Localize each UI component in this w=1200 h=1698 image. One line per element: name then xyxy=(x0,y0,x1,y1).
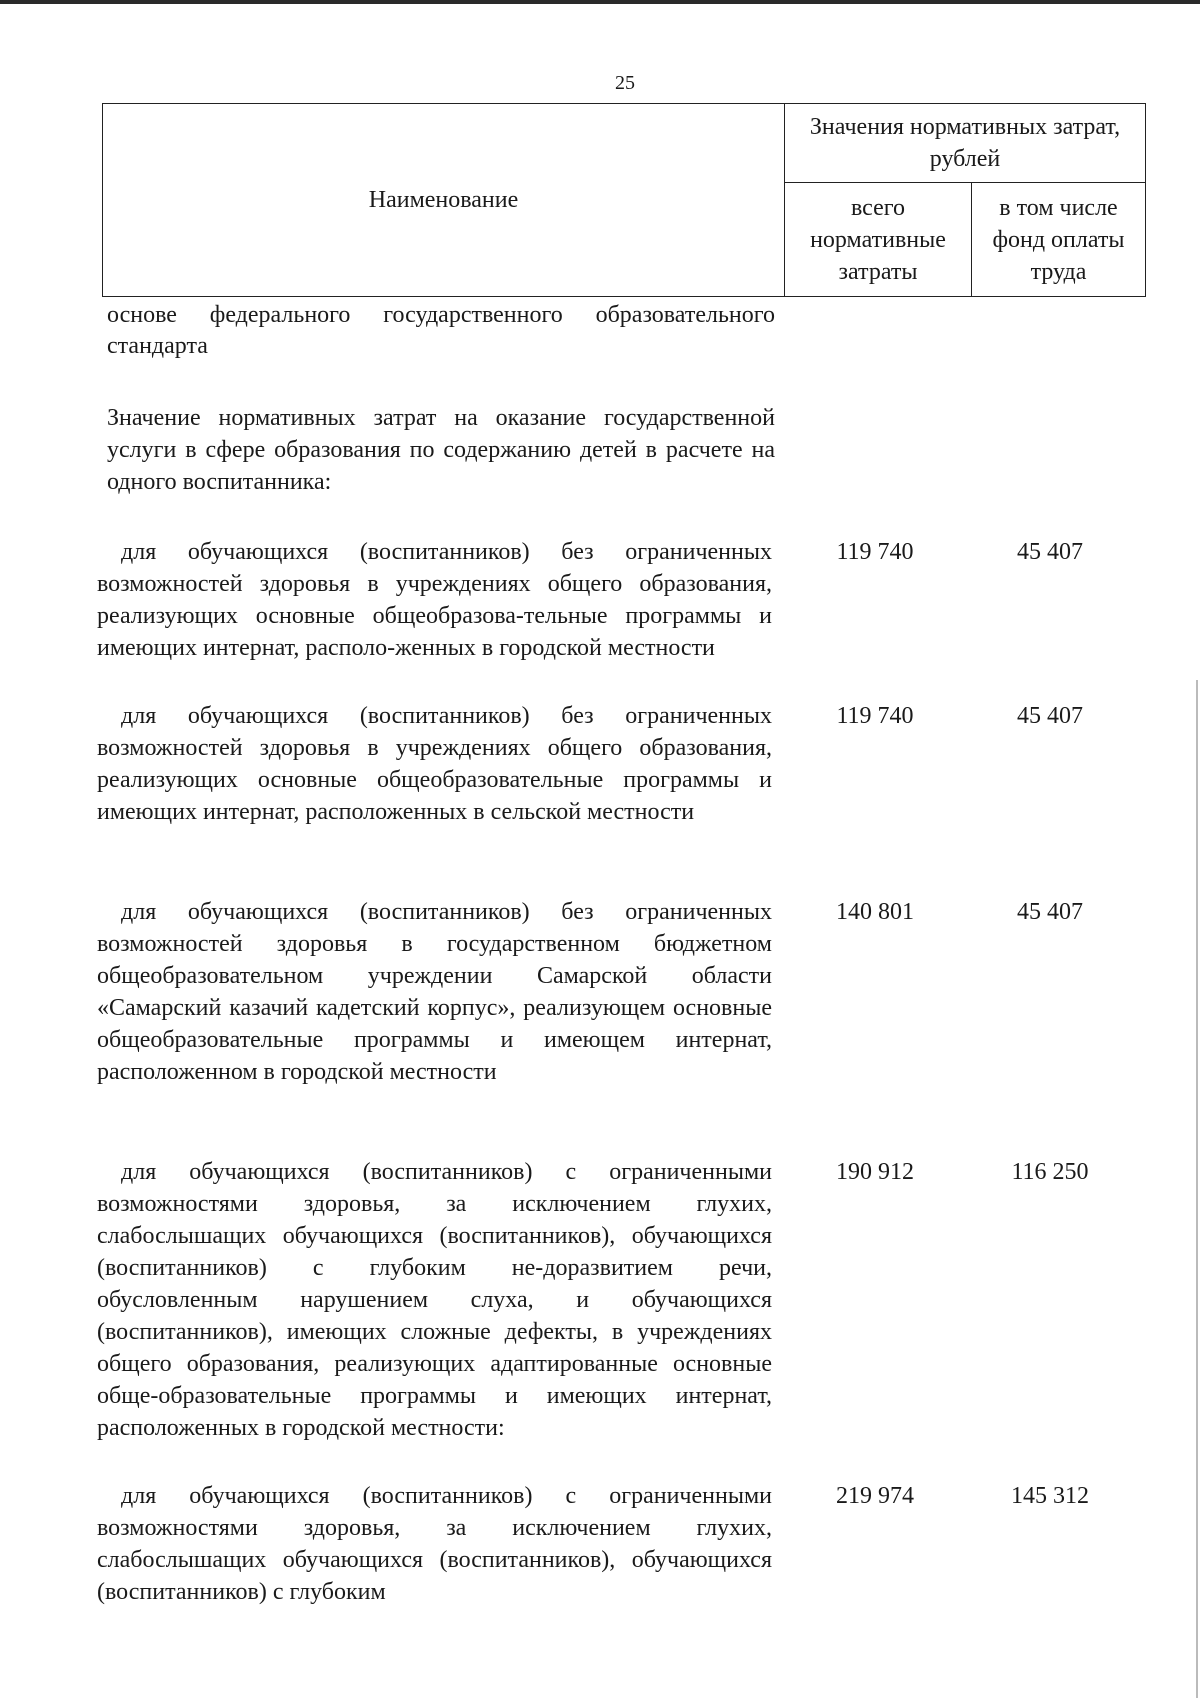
row-wage: 45 407 xyxy=(1017,899,1083,925)
row-total: 219 974 xyxy=(836,1483,914,1509)
header-wage: в том числе фонд оплаты труда xyxy=(972,183,1146,297)
header-table xyxy=(102,103,1146,297)
row-total: 140 801 xyxy=(836,899,914,925)
row-wage: 45 407 xyxy=(1017,539,1083,565)
header-name: Наименование xyxy=(103,104,785,297)
row-total: 119 740 xyxy=(836,703,914,729)
row-name: для обучающихся (воспитанников) с ограниченными возможностями здоровья, за исключением глухих, слабослышащих обучающихся (воспитанников), обучающихся (воспитанников) с глубоким не-доразвитием речи, обусловленным нарушением слуха, и обучающихся (воспитанников), имеющих сложные дефекты, в учреждениях общего образования, реализующих адаптированные основные обще-образовательные программы и имеющих интернат, расположенных в городской местности: xyxy=(97,1159,772,1441)
row-wage: 145 312 xyxy=(1011,1483,1089,1509)
row-name: для обучающихся (воспитанников) без ограниченных возможностей здоровья в учреждениях общего образования, реализующих основные общеобразова-тельные программы и имеющих интернат, располо-женных в городской местности xyxy=(97,539,772,661)
header-values-group: Значения нормативных затрат, рублей xyxy=(785,104,1146,183)
header-total: всего нормативные затраты xyxy=(785,183,972,297)
row-total: 190 912 xyxy=(836,1159,914,1185)
row-name: для обучающихся (воспитанников) без ограниченных возможностей здоровья в учреждениях общего образования, реализующих основные общеобразовательные программы и имеющих интернат, расположенных в сельской местности xyxy=(97,703,772,825)
row-name: для обучающихся (воспитанников) без ограниченных возможностей здоровья в государственном бюджетном общеобразовательном учреждении Самарской области «Самарский казачий кадетский корпус», реализующем основные общеобразовательные программы и имеющем интернат, расположенном в городской местности xyxy=(97,899,772,1085)
intro-text: Значение нормативных затрат на оказание государственной услуги в сфере образования по содержанию детей в расчете на одного воспитанника: xyxy=(107,405,775,495)
continuation-text: основе федерального государственного образовательного стандарта xyxy=(107,302,775,359)
page-number: 25 xyxy=(615,72,635,94)
scan-right-edge xyxy=(1196,680,1198,1698)
row-name: для обучающихся (воспитанников) с ограниченными возможностями здоровья, за исключением глухих, слабослышащих обучающихся (воспитанников), обучающихся (воспитанников) с глубоким xyxy=(97,1483,772,1605)
row-wage: 45 407 xyxy=(1017,703,1083,729)
row-wage: 116 250 xyxy=(1011,1159,1089,1185)
scan-top-edge xyxy=(0,0,1200,4)
row-total: 119 740 xyxy=(836,539,914,565)
